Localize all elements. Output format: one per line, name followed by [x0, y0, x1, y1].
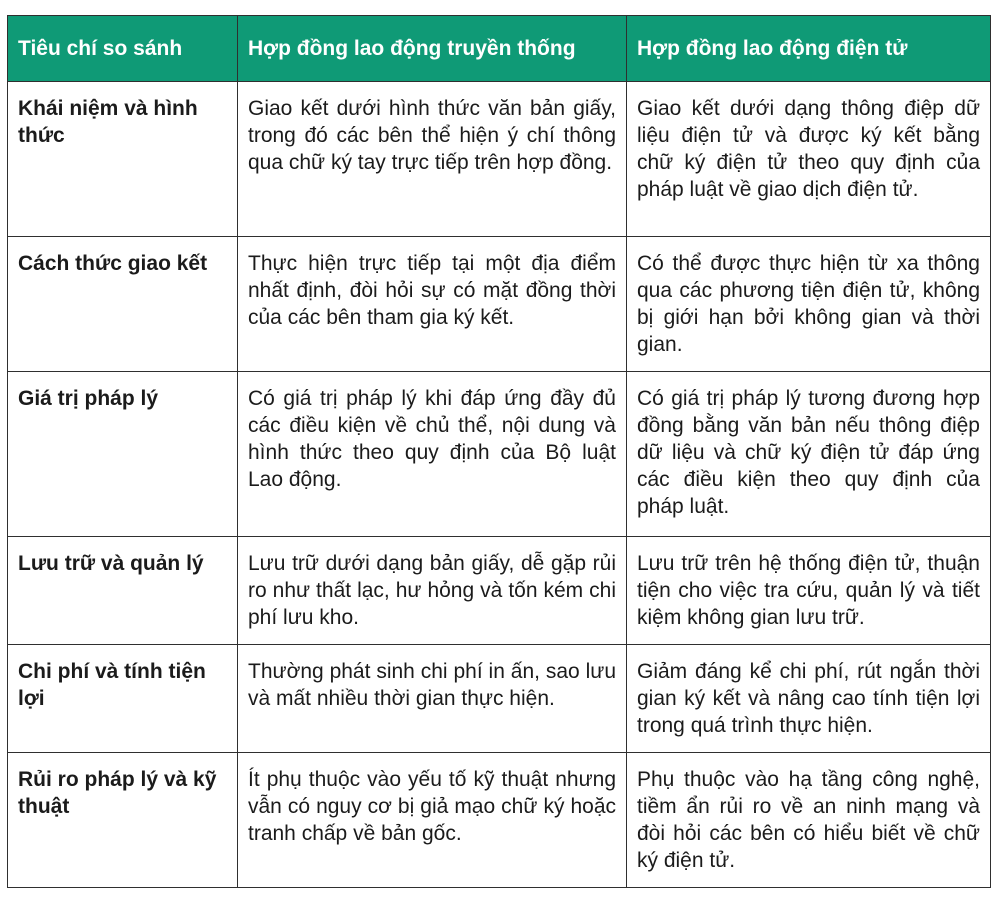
- electronic-cell: Giảm đáng kể chi phí, rút ngắn thời gian ký kết và nâng cao tính tiện lợi trong quá trình thực hiện.: [627, 645, 991, 753]
- comparison-table-container: [7, 15, 990, 888]
- traditional-cell: Thường phát sinh chi phí in ấn, sao lưu và mất nhiều thời gian thực hiện.: [238, 645, 627, 753]
- table-row: [8, 753, 991, 888]
- header-traditional-contract: Hợp đồng lao động truyền thống: [238, 16, 627, 82]
- table-row: [8, 237, 991, 372]
- electronic-cell: Có thể được thực hiện từ xa thông qua các phương tiện điện tử, không bị giới hạn bởi không gian và thời gian.: [627, 237, 991, 372]
- electronic-cell: Giao kết dưới dạng thông điệp dữ liệu điện tử và được ký kết bằng chữ ký điện tử theo quy định của pháp luật về giao dịch điện tử.: [627, 82, 991, 237]
- comparison-table: [7, 15, 991, 888]
- electronic-cell: Có giá trị pháp lý tương đương hợp đồng bằng văn bản nếu thông điệp dữ liệu và chữ ký điện tử đáp ứng các điều kiện theo quy định của pháp luật.: [627, 372, 991, 537]
- criterion-cell: Khái niệm và hình thức: [8, 82, 238, 237]
- table-row: [8, 372, 991, 537]
- table-row: [8, 537, 991, 645]
- criterion-cell: Lưu trữ và quản lý: [8, 537, 238, 645]
- electronic-cell: Phụ thuộc vào hạ tầng công nghệ, tiềm ẩn rủi ro về an ninh mạng và đòi hỏi các bên có hiểu biết về chữ ký điện tử.: [627, 753, 991, 888]
- table-row: [8, 82, 991, 237]
- traditional-cell: Thực hiện trực tiếp tại một địa điểm nhất định, đòi hỏi sự có mặt đồng thời của các bên tham gia ký kết.: [238, 237, 627, 372]
- criterion-cell: Giá trị pháp lý: [8, 372, 238, 537]
- traditional-cell: Lưu trữ dưới dạng bản giấy, dễ gặp rủi ro như thất lạc, hư hỏng và tốn kém chi phí lưu kho.: [238, 537, 627, 645]
- traditional-cell: Có giá trị pháp lý khi đáp ứng đầy đủ các điều kiện về chủ thể, nội dung và hình thức theo quy định của Bộ luật Lao động.: [238, 372, 627, 537]
- header-row: [8, 16, 991, 82]
- criterion-cell: Chi phí và tính tiện lợi: [8, 645, 238, 753]
- traditional-cell: Giao kết dưới hình thức văn bản giấy, trong đó các bên thể hiện ý chí thông qua chữ ký tay trực tiếp trên hợp đồng.: [238, 82, 627, 237]
- header-criteria: Tiêu chí so sánh: [8, 16, 238, 82]
- header-electronic-contract: Hợp đồng lao động điện tử: [627, 16, 991, 82]
- criterion-cell: Cách thức giao kết: [8, 237, 238, 372]
- traditional-cell: Ít phụ thuộc vào yếu tố kỹ thuật nhưng vẫn có nguy cơ bị giả mạo chữ ký hoặc tranh chấp về bản gốc.: [238, 753, 627, 888]
- criterion-cell: Rủi ro pháp lý và kỹ thuật: [8, 753, 238, 888]
- electronic-cell: Lưu trữ trên hệ thống điện tử, thuận tiện cho việc tra cứu, quản lý và tiết kiệm không gian lưu trữ.: [627, 537, 991, 645]
- table-row: [8, 645, 991, 753]
